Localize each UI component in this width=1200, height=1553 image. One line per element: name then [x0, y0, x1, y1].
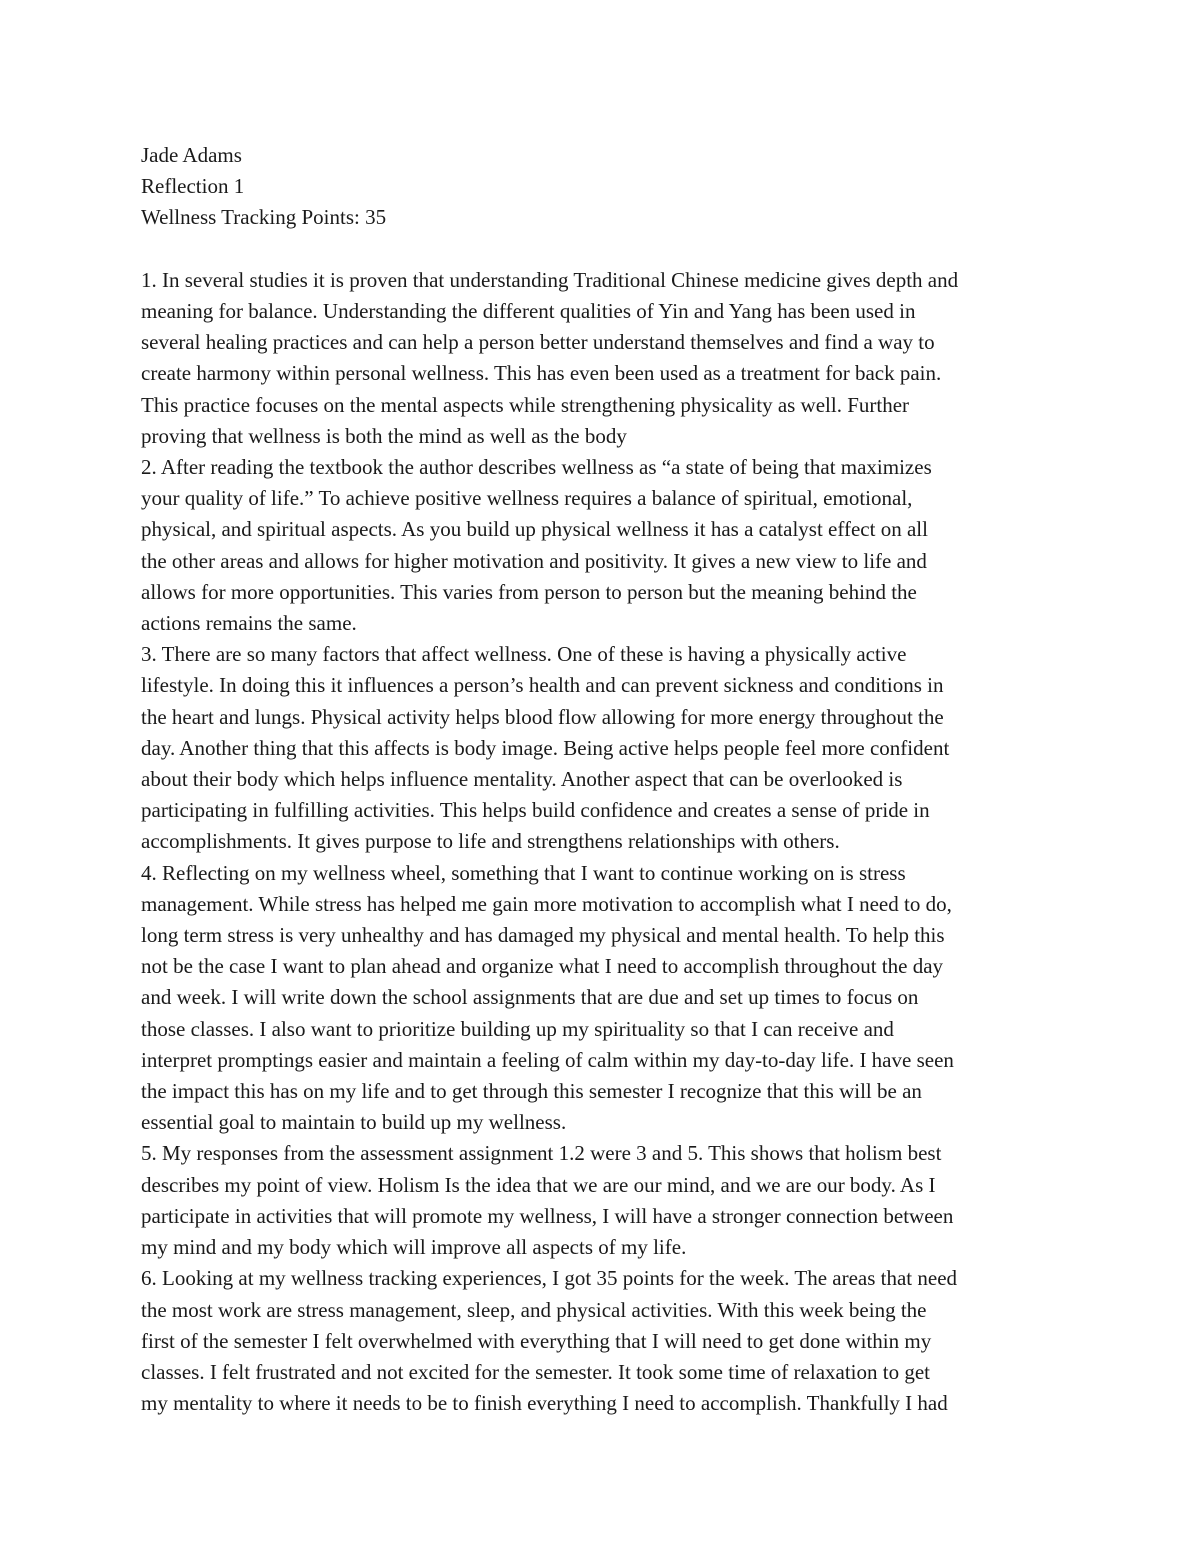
paragraph-1 [141, 265, 1081, 452]
paragraph-6 [141, 1263, 1081, 1419]
document-header [141, 140, 1081, 234]
paragraph-4 [141, 858, 1081, 1139]
paragraph-line: the impact this has on my life and to get through this semester I recognize that this will be an [141, 1079, 922, 1104]
paragraph-line: 3. There are so many factors that affect wellness. One of these is having a physically active [141, 642, 907, 667]
paragraph-line: 6. Looking at my wellness tracking experiences, I got 35 points for the week. The areas that need [141, 1266, 958, 1291]
paragraph-line: describes my point of view. Holism Is the idea that we are our mind, and we are our body. As I [141, 1172, 936, 1197]
paragraph-line: those classes. I also want to prioritize building up my spirituality so that I can receive and [141, 1016, 894, 1041]
paragraph-line: 1. In several studies it is proven that understanding Traditional Chinese medicine gives depth and [141, 267, 959, 292]
paragraph-line: meaning for balance. Understanding the different qualities of Yin and Yang has been used in [141, 299, 916, 323]
paragraph-line: first of the semester I felt overwhelmed with everything that I will need to get done within my [141, 1328, 932, 1353]
paragraph-line: participating in fulfilling activities. This helps build confidence and creates a sense of pride in [141, 798, 930, 823]
paragraph-line: management. While stress has helped me gain more motivation to accomplish what I need to do, [141, 891, 952, 916]
paragraph-line: lifestyle. In doing this it influences a person’s health and can prevent sickness and conditions in [141, 673, 944, 698]
paragraph-line: allows for more opportunities. This varies from person to person but the meaning behind the [141, 579, 917, 604]
paragraph-line: actions remains the same. [141, 611, 357, 636]
document-title: Reflection 1 [141, 174, 245, 199]
paragraph-line: your quality of life.” To achieve positive wellness requires a balance of spiritual, emotional, [141, 486, 913, 511]
paragraph-line: 2. After reading the textbook the author describes wellness as “a state of being that maximizes [141, 455, 932, 480]
paragraph-line: the most work are stress management, sleep, and physical activities. With this week being the [141, 1297, 927, 1322]
paragraph-2 [141, 452, 1081, 639]
paragraph-line: about their body which helps influence mentality. Another aspect that can be overlooked is [141, 767, 903, 792]
header-spacer [141, 234, 1081, 265]
paragraph-line: physical, and spiritual aspects. As you build up physical wellness it has a catalyst effect on all [141, 517, 928, 542]
paragraph-line: accomplishments. It gives purpose to life and strengthens relationships with others. [141, 829, 840, 854]
paragraph-line: long term stress is very unhealthy and has damaged my physical and mental health. To help this [141, 923, 945, 948]
paragraph-line: This practice focuses on the mental aspects while strengthening physicality as well. Further [141, 392, 910, 417]
paragraph-line: essential goal to maintain to build up my wellness. [141, 1110, 567, 1135]
paragraph-line: the other areas and allows for higher motivation and positivity. It gives a new view to life and [141, 548, 927, 573]
document-page [141, 140, 1081, 1419]
paragraph-line: several healing practices and can help a person better understand themselves and find a way to [141, 330, 935, 355]
paragraph-line: the heart and lungs. Physical activity helps blood flow allowing for more energy throughout the [141, 704, 944, 729]
paragraph-line: my mentality to where it needs to be to finish everything I need to accomplish. Thankfully I had [141, 1391, 948, 1416]
paragraph-line: not be the case I want to plan ahead and organize what I need to accomplish throughout the day [141, 954, 944, 979]
paragraph-line: proving that wellness is both the mind as well as the body [141, 423, 627, 448]
paragraph-line: create harmony within personal wellness. This has even been used as a treatment for back pain. [141, 361, 942, 386]
paragraph-line: participate in activities that will promote my wellness, I will have a stronger connection between [141, 1203, 954, 1228]
paragraph-3 [141, 639, 1081, 857]
paragraph-line: day. Another thing that this affects is body image. Being active helps people feel more confident [141, 735, 950, 760]
author-name: Jade Adams [141, 143, 242, 167]
wellness-points: Wellness Tracking Points: 35 [141, 205, 387, 230]
paragraph-line: classes. I felt frustrated and not excited for the semester. It took some time of relaxation to get [141, 1359, 930, 1384]
paragraph-line: 4. Reflecting on my wellness wheel, something that I want to continue working on is stress [141, 860, 906, 885]
paragraph-line: 5. My responses from the assessment assignment 1.2 were 3 and 5. This shows that holism best [141, 1141, 942, 1166]
paragraph-line: interpret promptings easier and maintain a feeling of calm within my day-to-day life. I have seen [141, 1047, 954, 1072]
paragraph-5 [141, 1138, 1081, 1263]
paragraph-line: and week. I will write down the school assignments that are due and set up times to focus on [141, 985, 919, 1010]
paragraph-line: my mind and my body which will improve all aspects of my life. [141, 1235, 687, 1260]
